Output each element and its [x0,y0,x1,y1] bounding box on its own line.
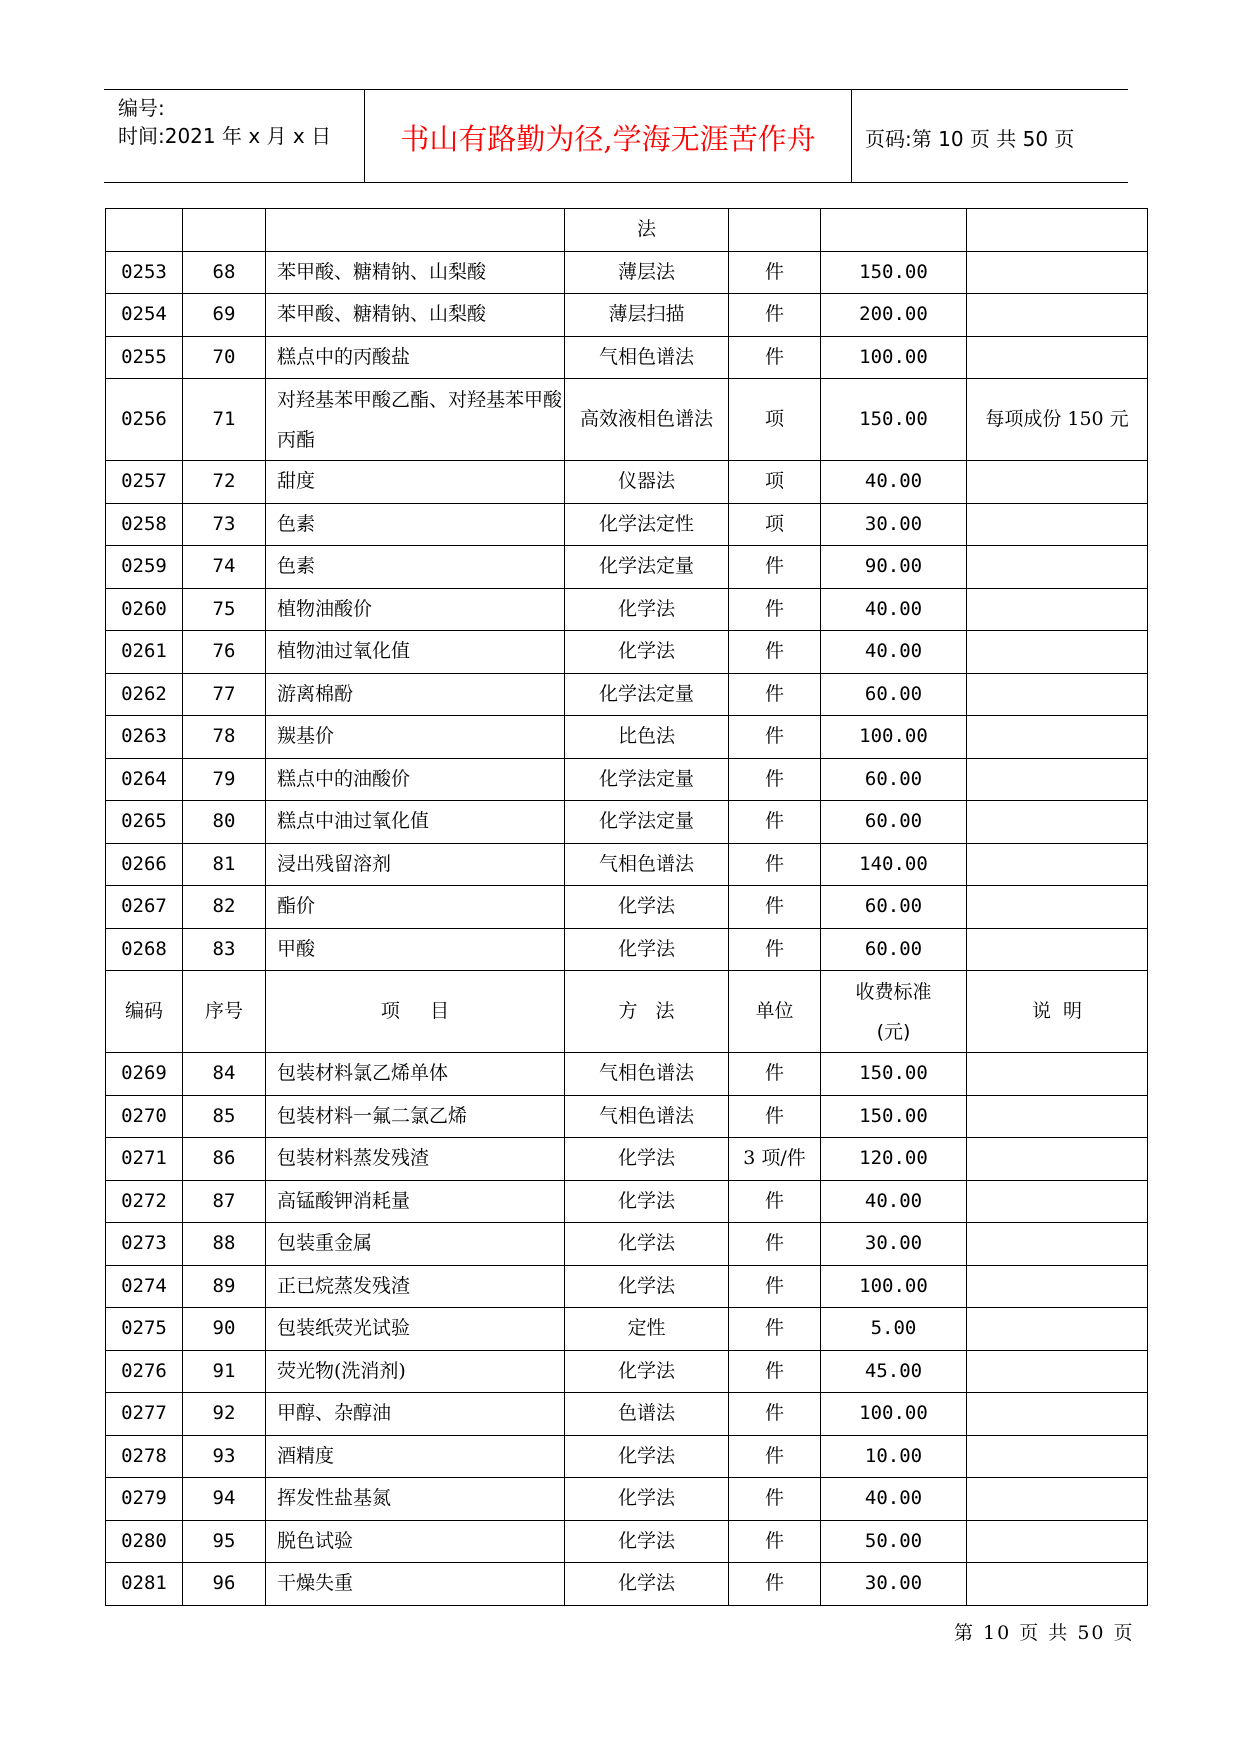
cell-fee: 45.00 [821,1350,967,1393]
cell-unit: 件 [729,886,821,929]
cell-item: 挥发性盐基氮 [266,1478,565,1521]
cell-item: 色素 [266,503,565,546]
cell-method: 化学法定量 [565,801,729,844]
cell-fee: 30.00 [821,1563,967,1606]
footer-page-number: 第 10 页 共 50 页 [954,1622,1135,1644]
table-row [106,716,1148,759]
page-header [104,89,1128,183]
cell-item: 苯甲酸、糖精钠、山梨酸 [266,294,565,337]
header-note: 说 明 [967,971,1148,1053]
cell-unit: 件 [729,801,821,844]
cell-method: 比色法 [565,716,729,759]
cell-code: 0262 [106,673,183,716]
cell-seq: 82 [183,886,266,929]
cell-unit: 件 [729,251,821,294]
cell-note [967,1563,1148,1606]
cell-item: 糕点中油过氧化值 [266,801,565,844]
cell-code: 0267 [106,886,183,929]
cell-item: 干燥失重 [266,1563,565,1606]
cell-seq: 89 [183,1265,266,1308]
cell-method: 色谱法 [565,1393,729,1436]
table-row [106,1223,1148,1266]
cell-item: 高锰酸钾消耗量 [266,1180,565,1223]
cell-code: 0268 [106,928,183,971]
table-row [106,461,1148,504]
cell-seq: 91 [183,1350,266,1393]
table-row [106,336,1148,379]
cell-note [967,1308,1148,1351]
cell-unit: 件 [729,1478,821,1521]
cell-fee: 40.00 [821,1478,967,1521]
cell-unit: 件 [729,1520,821,1563]
cell-unit: 件 [729,1223,821,1266]
cell-item: 包装纸荧光试验 [266,1308,565,1351]
cell-note [967,1435,1148,1478]
cell-seq: 84 [183,1053,266,1096]
cell-unit: 件 [729,631,821,674]
fee-table-body-top [106,209,1148,252]
cell-note: 每项成份 150 元 [967,379,1148,461]
cell-method: 化学法 [565,1223,729,1266]
cell-code: 0260 [106,588,183,631]
header-item: 项 目 [266,971,565,1053]
cell-method: 定性 [565,1308,729,1351]
cell-method: 气相色谱法 [565,843,729,886]
header-code: 编码 [106,971,183,1053]
cell-code: 0276 [106,1350,183,1393]
table-row [106,546,1148,589]
cell-seq: 70 [183,336,266,379]
cell-note [967,461,1148,504]
table-row [106,251,1148,294]
cell-method: 气相色谱法 [565,1095,729,1138]
cell-method: 化学法定性 [565,503,729,546]
cell-code: 0270 [106,1095,183,1138]
table-row [106,294,1148,337]
cell-code: 0278 [106,1435,183,1478]
cell-fee: 140.00 [821,843,967,886]
cell-note [967,1520,1148,1563]
cell-fee: 10.00 [821,1435,967,1478]
cell-item: 色素 [266,546,565,589]
cell-code: 0256 [106,379,183,461]
cell-item: 浸出残留溶剂 [266,843,565,886]
cell-unit: 件 [729,1308,821,1351]
cell-note [967,251,1148,294]
cell-item: 包装材料蒸发残渣 [266,1138,565,1181]
cell-unit: 件 [729,546,821,589]
cell-unit: 3 项/件 [729,1138,821,1181]
cell-method: 化学法 [565,1350,729,1393]
fee-table-rows-b [106,461,1148,971]
cell-item: 脱色试验 [266,1520,565,1563]
cell-seq: 87 [183,1180,266,1223]
cell-unit: 项 [729,379,821,461]
cell-seq: 76 [183,631,266,674]
cell-unit: 项 [729,461,821,504]
cell-note [967,546,1148,589]
cell-seq: 96 [183,1563,266,1606]
cell-note [967,336,1148,379]
cell-method: 化学法 [565,1435,729,1478]
cell-item: 包装重金属 [266,1223,565,1266]
header-info-cell [104,90,364,182]
cell-note [967,1393,1148,1436]
cell-fee: 40.00 [821,631,967,674]
cell-unit: 项 [729,503,821,546]
table-row [106,886,1148,929]
cell-fee: 30.00 [821,1223,967,1266]
cell-code: 0275 [106,1308,183,1351]
table-row-continued [106,209,1148,252]
cell-item: 对羟基苯甲酸乙酯、对羟基苯甲酸丙酯 [266,379,565,461]
table-row [106,631,1148,674]
cell-fee: 60.00 [821,758,967,801]
cell-item: 游离棉酚 [266,673,565,716]
cell-code: 0281 [106,1563,183,1606]
cell-seq: 79 [183,758,266,801]
cell-seq: 78 [183,716,266,759]
cell-item: 糕点中的油酸价 [266,758,565,801]
fee-table-column-header [106,971,1148,1053]
fee-table-rows-c [106,1053,1148,1606]
cell-seq: 88 [183,1223,266,1266]
table-row [106,1265,1148,1308]
cell-method: 化学法 [565,928,729,971]
table-row [106,1393,1148,1436]
motto-text: 书山有路勤为径,学海无涯苦作舟 [400,122,816,156]
cell-unit: 件 [729,1563,821,1606]
cell-note [967,1223,1148,1266]
cell-method: 化学法 [565,1563,729,1606]
cell-note [967,1180,1148,1223]
cell-code: 0255 [106,336,183,379]
cell-code: 0280 [106,1520,183,1563]
cell-seq: 77 [183,673,266,716]
cell-seq: 80 [183,801,266,844]
cell-fee: 30.00 [821,503,967,546]
cell-method: 薄层法 [565,251,729,294]
cell-unit: 件 [729,294,821,337]
cell-item: 羰基价 [266,716,565,759]
cell-seq: 93 [183,1435,266,1478]
cell-item: 包装材料一氟二氯乙烯 [266,1095,565,1138]
cell-item: 甲酸 [266,928,565,971]
cell-note [967,758,1148,801]
cell-method: 化学法定量 [565,758,729,801]
cell-seq: 85 [183,1095,266,1138]
cell-item: 酯价 [266,886,565,929]
cell-code: 0258 [106,503,183,546]
table-row [106,1435,1148,1478]
table-row [106,1308,1148,1351]
header-fee-line2: (元) [876,1020,911,1043]
cell-item: 酒精度 [266,1435,565,1478]
cell-unit: 件 [729,758,821,801]
cell-seq: 75 [183,588,266,631]
cell-seq: 74 [183,546,266,589]
cell-seq: 92 [183,1393,266,1436]
table-row [106,1350,1148,1393]
cell-seq: 81 [183,843,266,886]
cell-fee: 100.00 [821,336,967,379]
header-method: 方 法 [565,971,729,1053]
cell-method: 化学法 [565,1138,729,1181]
cell-seq: 72 [183,461,266,504]
table-row [106,1138,1148,1181]
cell-code: 0254 [106,294,183,337]
header-page-cell [851,90,1128,182]
cell-item: 植物油酸价 [266,588,565,631]
cell-method: 化学法定量 [565,673,729,716]
cell-method: 法 [565,209,729,252]
cell-note [967,588,1148,631]
table-row [106,1095,1148,1138]
cell-item: 苯甲酸、糖精钠、山梨酸 [266,251,565,294]
cell-seq: 86 [183,1138,266,1181]
cell-code: 0263 [106,716,183,759]
cell-item: 荧光物(洗消剂) [266,1350,565,1393]
cell-method: 化学法 [565,1520,729,1563]
fee-table-rows-a [106,251,1148,379]
cell-item: 甜度 [266,461,565,504]
cell-note [967,1053,1148,1096]
cell-note [967,716,1148,759]
table-row [106,928,1148,971]
cell-unit: 件 [729,588,821,631]
cell-code: 0269 [106,1053,183,1096]
table-row [106,801,1148,844]
header-motto-cell [364,90,852,182]
cell-unit: 件 [729,336,821,379]
cell-code: 0271 [106,1138,183,1181]
header-page-number: 页码:第 10 页 共 50 页 [865,127,1075,151]
cell-fee: 150.00 [821,379,967,461]
cell-method: 气相色谱法 [565,1053,729,1096]
cell-code: 0274 [106,1265,183,1308]
cell-seq: 90 [183,1308,266,1351]
cell-code: 0272 [106,1180,183,1223]
table-header-row [106,971,1148,1053]
cell-method: 化学法定量 [565,546,729,589]
cell-fee: 200.00 [821,294,967,337]
cell-note [967,886,1148,929]
cell-fee: 60.00 [821,928,967,971]
cell-note [967,928,1148,971]
cell-fee: 40.00 [821,1180,967,1223]
cell-note [967,503,1148,546]
cell-code: 0266 [106,843,183,886]
fee-table-row-tall [106,379,1148,461]
cell-fee: 100.00 [821,1265,967,1308]
cell-note [967,1350,1148,1393]
table-row [106,1520,1148,1563]
cell-unit: 件 [729,716,821,759]
header-fee-line1: 收费标准 [855,980,932,1003]
cell-method: 化学法 [565,588,729,631]
cell-fee: 100.00 [821,716,967,759]
header-unit: 单位 [729,971,821,1053]
cell-fee: 150.00 [821,1095,967,1138]
cell-unit: 件 [729,843,821,886]
cell-note [967,1138,1148,1181]
cell-seq: 69 [183,294,266,337]
table-row [106,1563,1148,1606]
cell-code: 0253 [106,251,183,294]
table-row [106,588,1148,631]
cell-unit: 件 [729,673,821,716]
header-seq: 序号 [183,971,266,1053]
cell-seq: 95 [183,1520,266,1563]
cell-fee: 100.00 [821,1393,967,1436]
cell-fee: 60.00 [821,801,967,844]
cell-note [967,801,1148,844]
cell-unit: 件 [729,1265,821,1308]
cell-note [967,1095,1148,1138]
cell-method: 化学法 [565,1180,729,1223]
table-row [106,379,1148,461]
cell-method: 化学法 [565,886,729,929]
cell-note [967,1265,1148,1308]
table-row [106,503,1148,546]
cell-fee: 60.00 [821,886,967,929]
cell-code: 0257 [106,461,183,504]
cell-seq: 94 [183,1478,266,1521]
cell-note [967,294,1148,337]
document-time-label: 时间:2021 年 x 月 x 日 [118,124,332,148]
cell-unit: 件 [729,1095,821,1138]
cell-fee: 50.00 [821,1520,967,1563]
table-row [106,1180,1148,1223]
cell-method: 气相色谱法 [565,336,729,379]
fee-table [105,208,1148,1606]
cell-note [967,673,1148,716]
cell-seq: 68 [183,251,266,294]
cell-item: 植物油过氧化值 [266,631,565,674]
cell-fee: 150.00 [821,1053,967,1096]
cell-fee: 150.00 [821,251,967,294]
cell-seq: 73 [183,503,266,546]
cell-note [967,631,1148,674]
cell-code: 0264 [106,758,183,801]
cell-code: 0261 [106,631,183,674]
cell-unit: 件 [729,1435,821,1478]
cell-item: 甲醇、杂醇油 [266,1393,565,1436]
cell-item: 糕点中的丙酸盐 [266,336,565,379]
cell-method: 化学法 [565,1478,729,1521]
cell-method: 高效液相色谱法 [565,379,729,461]
cell-fee: 40.00 [821,588,967,631]
table-row [106,758,1148,801]
cell-unit: 件 [729,1350,821,1393]
cell-note [967,843,1148,886]
cell-item: 包装材料氯乙烯单体 [266,1053,565,1096]
cell-unit: 件 [729,928,821,971]
cell-seq: 83 [183,928,266,971]
table-row [106,1053,1148,1096]
cell-code: 0273 [106,1223,183,1266]
cell-code: 0265 [106,801,183,844]
cell-method: 仪器法 [565,461,729,504]
cell-note [967,1478,1148,1521]
header-fee [821,971,967,1053]
table-row [106,1478,1148,1521]
cell-unit: 件 [729,1053,821,1096]
table-row [106,673,1148,716]
cell-code: 0259 [106,546,183,589]
cell-item: 正已烷蒸发残渣 [266,1265,565,1308]
cell-fee: 40.00 [821,461,967,504]
cell-fee: 90.00 [821,546,967,589]
cell-seq: 71 [183,379,266,461]
cell-fee: 60.00 [821,673,967,716]
table-row [106,843,1148,886]
cell-code: 0277 [106,1393,183,1436]
cell-method: 化学法 [565,631,729,674]
document-code-label: 编号: [118,96,165,120]
cell-fee: 120.00 [821,1138,967,1181]
cell-unit: 件 [729,1393,821,1436]
cell-unit: 件 [729,1180,821,1223]
cell-method: 薄层扫描 [565,294,729,337]
cell-method: 化学法 [565,1265,729,1308]
cell-code: 0279 [106,1478,183,1521]
cell-fee: 5.00 [821,1308,967,1351]
